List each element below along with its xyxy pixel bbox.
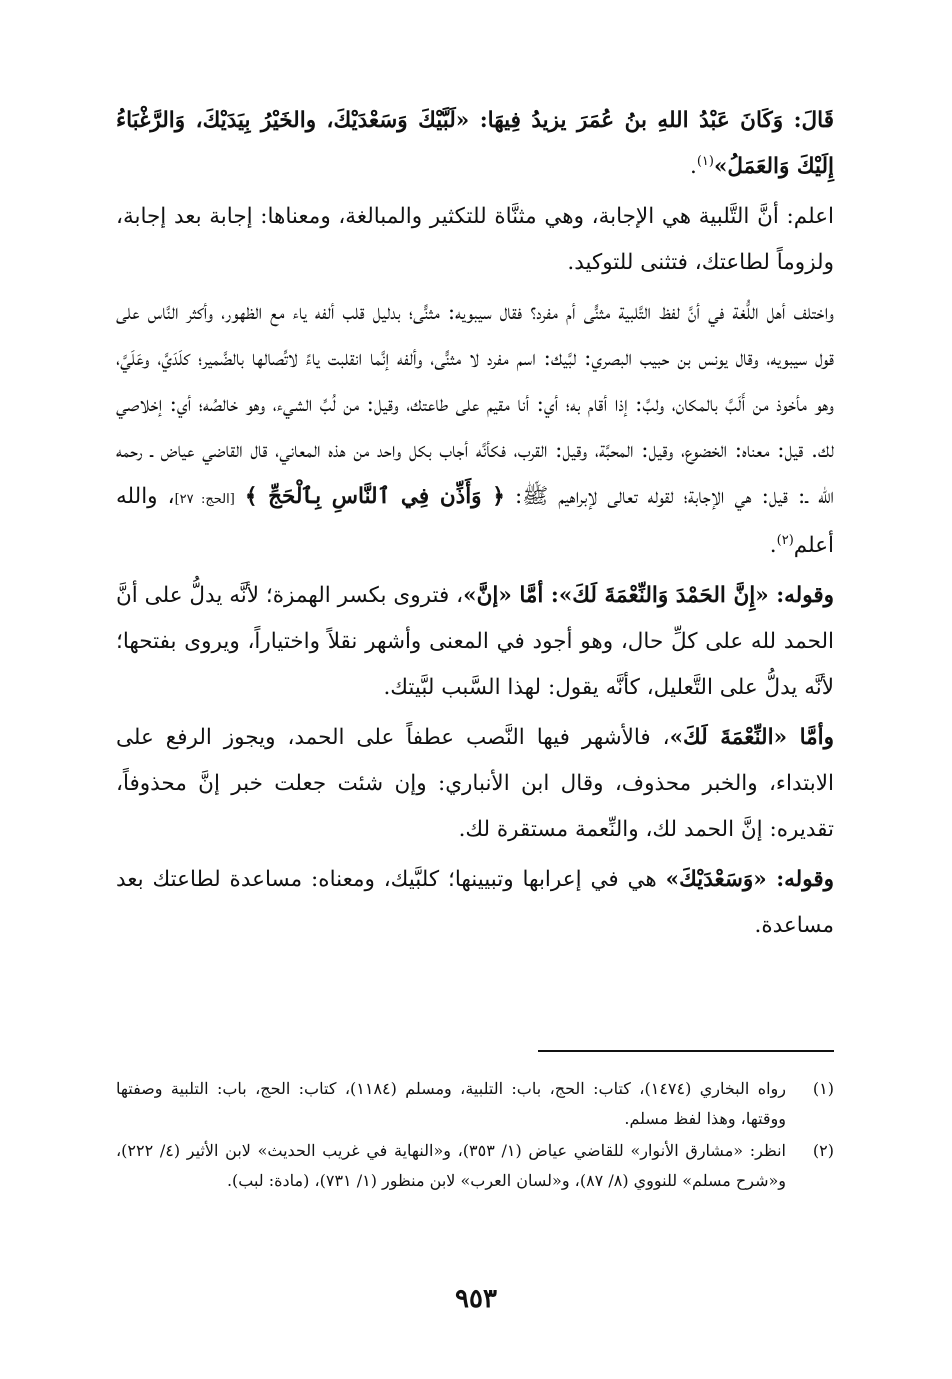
paragraph-text-end: ، والله أعلم: [116, 484, 834, 558]
sentence-end: .: [689, 154, 697, 179]
lemma-heading: وقوله: «وَسَعْدَيْكَ»: [665, 867, 834, 892]
footnote-marker: (٢): [776, 532, 794, 548]
footnote-number: (١): [812, 1079, 834, 1098]
linguistic-paragraph: [116, 290, 834, 569]
page-number: ٩٥٣: [455, 1284, 497, 1314]
explanation-paragraph: [116, 857, 834, 949]
lemma-heading: وأمَّا «النِّعْمَةَ لَكَ»: [669, 725, 835, 750]
footnotes: [116, 1074, 834, 1198]
hadith-paragraph: [116, 98, 834, 190]
paragraph-text: ، فالأشهر فيها النَّصب عطفاً على الحمد، ويجوز الرفع على الابتداء، والخبر محذوف، وقال ابن الأنباري: وإن شئت جعلت خبر إنَّ محذوفاً، تقديره: إنَّ الحمد لك، والنِّعمة مستقرة لك.: [116, 725, 834, 842]
paragraph-text: ، فتروى بكسر الهمزة؛ لأنَّه يدلُّ على أنَّ الحمد لله على كلِّ حال، وهو أجود في المعنى وأشهر نقلاً واختياراً، ويروى بفتحها؛ لأنَّه يدلُّ على التَّعليل، كأنَّه يقول: لهذا السَّبب لبَّيتك.: [116, 583, 834, 700]
sentence-end: .: [769, 533, 777, 558]
footnote-item: [116, 1074, 834, 1134]
quran-verse: ﴿ وَأَذِّن فِي ٱلنَّاسِ بِٱلْحَجِّ ﴾: [244, 484, 505, 509]
footnote-item: [116, 1136, 834, 1196]
footnote-text: انظر: «مشارق الأنوار» للقاضي عياض (١/ ٣٥٣)، و«النهاية في غريب الحديث» لابن الأثير (٤/ ٢٢٢)، و«شرح مسلم» للنووي (٨/ ٨٧)، و«لسان العرب» لابن منظور (١/ ٧٣١)، (مادة: لبب).: [116, 1141, 786, 1190]
verse-reference: [الحج: ٢٧]: [174, 492, 235, 507]
paragraph-text: واختلف أهل اللُّغة في أنَّ لفظ التَّلبية مثنًّى أم مفرد؟ فقال سيبويه: مثنًّى؛ بدليل قلب ألفه ياء مع الظهور، وأكثر النَّاس على قول سيبويه، وقال يونس بن حبيب البصري: لبَّيك: اسم مفرد لا مثنًّى، وألفه إنَّما انقلبت ياءً لاتِّصالها بالضَّمير؛ كلَدَيَّ، وعَلَيَّ، وهو مأخوذ من أَلَبَّ بالمكان، ولبَّ: إذا أقام به؛ أي: أنا مقيم على طاعتك، وقيل: من لُبِّ الشيء، وهو خالصُه؛ أي: إخلاصي لك. قيل: معناه: الخضوع، وقيل: المحبَّة، وقيل: القرب، فكأنَّه أجاب بكل واحد من هذه المعاني، قال القاضي عياض ـ رحمه الله ـ: قيل: هي الإجابة؛ لقوله تعالى لإبراهيم ﷺ:: [116, 300, 835, 509]
explanation-paragraph: [116, 573, 834, 711]
lemma-heading: وقوله: «إِنَّ الحَمْدَ وَالنِّعْمَةَ لَكَ»: أمَّا «إنَّ»: [463, 583, 834, 608]
footnote-marker: (١): [696, 153, 714, 169]
paragraph-text: هي في إعرابها وتبيينها؛ كلبَّيك، ومعناه: مساعدة لطاعتك بعد مساعدة.: [116, 867, 834, 938]
explanation-paragraph: [116, 715, 834, 853]
footnote-divider: [538, 1050, 834, 1052]
footnote-number: (٢): [812, 1141, 834, 1160]
commentary-paragraph: اعلم: أنَّ التَّلبية هي الإجابة، وهي مثنَّاة للتكثير والمبالغة، ومعناها: إجابة بعد إجابة، ولزوماً لطاعتك، فتثنى للتوكيد.: [116, 204, 834, 275]
footnote-text: رواه البخاري (١٤٧٤)، كتاب: الحج، باب: التلبية، ومسلم (١١٨٤)، كتاب: الحج، باب: التلبية وصفتها ووقتها، وهذا لفظ مسلم.: [116, 1079, 787, 1128]
hadith-quote: قَالَ: وَكَانَ عَبْدُ اللهِ بنُ عُمَرَ يزيدُ فِيهَا: «لَبَّيْكَ وَسَعْدَيْكَ، والخَيْرُ بِيَدَيْكَ، وَالرَّغْبَاءُ إِلَيْكَ وَالعَمَلُ»: [116, 108, 834, 179]
main-text: [116, 98, 834, 953]
